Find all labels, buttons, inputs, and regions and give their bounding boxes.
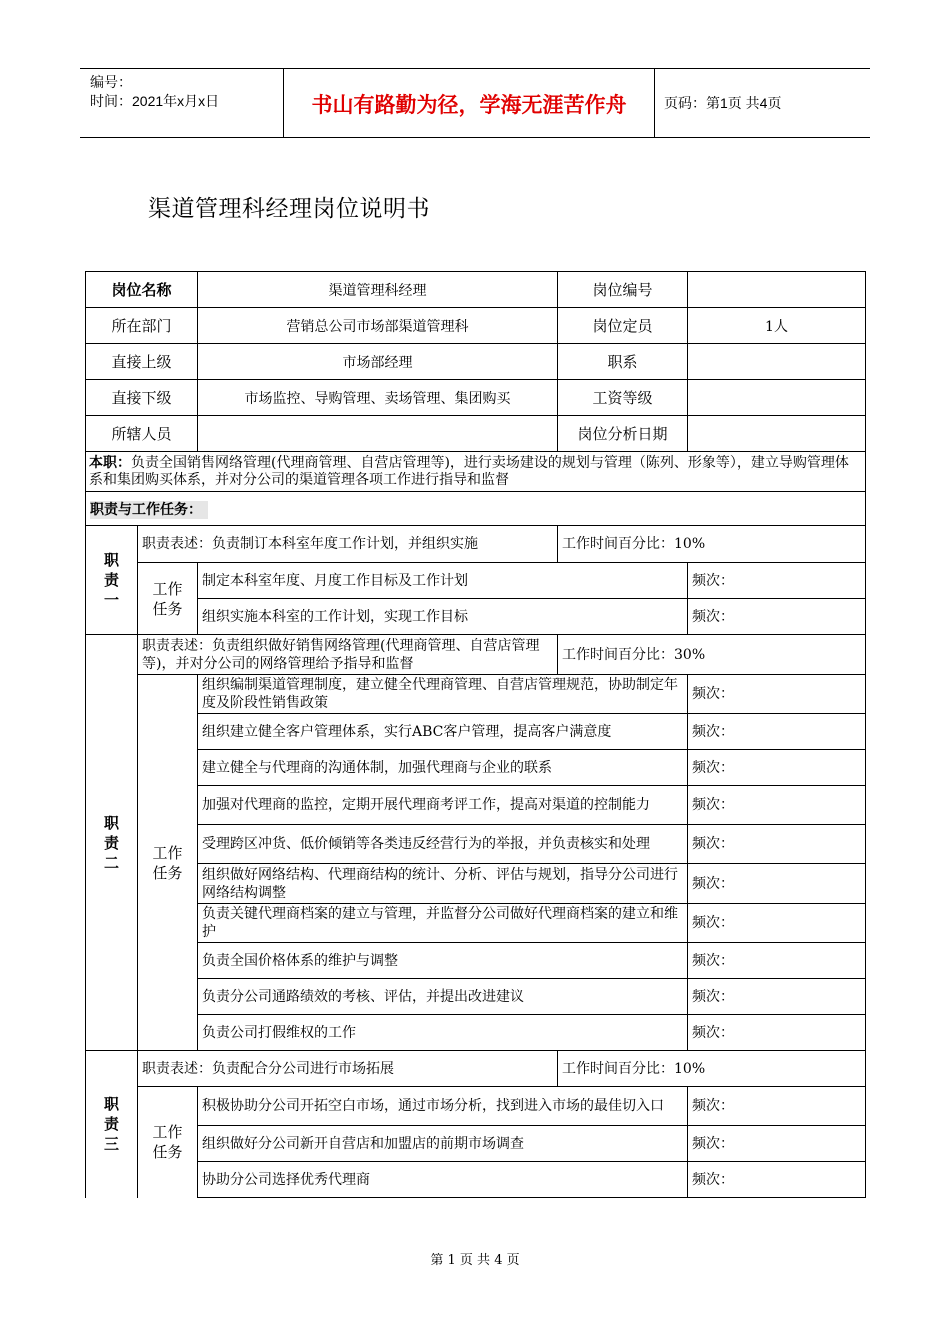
- frequency-label: 频次：: [688, 599, 866, 635]
- header-meta: [90, 73, 219, 111]
- value-position-code: [688, 272, 866, 308]
- duty-2-task-3: 建立健全与代理商的沟通体制，加强代理商与企业的联系: [198, 750, 688, 786]
- task-row: [86, 1126, 866, 1162]
- label-superior: 直接上级: [86, 344, 198, 380]
- duty-2-description: 职责表述：负责组织做好销售网络管理(代理商管理、自营店管理等)，并对分公司的网络管理给予指导和监督: [138, 635, 558, 675]
- duty-3-task-1: 积极协助分公司开拓空白市场，通过市场分析，找到进入市场的最佳切入口: [198, 1087, 688, 1126]
- page-footer: 第 1 页 共 4 页: [430, 1253, 520, 1268]
- duty-3-description-row: [86, 1051, 866, 1087]
- task-row: [86, 786, 866, 825]
- frequency-label: 频次：: [688, 1087, 866, 1126]
- task-row: [86, 825, 866, 864]
- info-row: [86, 308, 866, 344]
- task-row: [86, 1015, 866, 1051]
- section-title-row: [86, 492, 866, 526]
- document-title: 渠道管理科经理岗位说明书: [148, 196, 430, 222]
- duty-1-work-task-label: 工作任务: [138, 563, 198, 635]
- duty-2-title: 职责二: [86, 635, 138, 1051]
- duty-3-title: 职责三: [86, 1051, 138, 1198]
- code-label: 编号：: [90, 74, 132, 90]
- duty-2-task-10: 负责公司打假维权的工作: [198, 1015, 688, 1051]
- info-row: [86, 380, 866, 416]
- duty-1-task-2: 组织实施本科室的工作计划，实现工作目标: [198, 599, 688, 635]
- label-staff: 所辖人员: [86, 416, 198, 452]
- frequency-label: 频次：: [688, 786, 866, 825]
- task-row: [86, 904, 866, 943]
- frequency-label: 频次：: [688, 943, 866, 979]
- duty-1-task-1: 制定本科室年度、月度工作目标及工作计划: [198, 563, 688, 599]
- frequency-label: 频次：: [688, 1015, 866, 1051]
- page-header: [80, 68, 870, 138]
- duty-2-task-1: 组织编制渠道管理制度，建立健全代理商管理、自营店管理规范，协助制定年度及阶段性销售政策: [198, 675, 688, 714]
- frequency-label: 频次：: [688, 675, 866, 714]
- task-row: [86, 864, 866, 904]
- info-row: [86, 416, 866, 452]
- duty-2-description-row: [86, 635, 866, 675]
- frequency-label: 频次：: [688, 1162, 866, 1198]
- value-job-family: [688, 344, 866, 380]
- task-row: [86, 1087, 866, 1126]
- frequency-label: 频次：: [688, 563, 866, 599]
- value-superior: 市场部经理: [198, 344, 558, 380]
- value-position-name: 渠道管理科经理: [198, 272, 558, 308]
- duty-1-description: 职责表述：负责制订本科室年度工作计划，并组织实施: [138, 526, 558, 563]
- info-row: [86, 344, 866, 380]
- summary-label: 本职：: [89, 454, 131, 471]
- duty-2-task-8: 负责全国价格体系的维护与调整: [198, 943, 688, 979]
- duty-3-task-3: 协助分公司选择优秀代理商: [198, 1162, 688, 1198]
- task-row: [86, 979, 866, 1015]
- duty-3-work-task-label: 工作任务: [138, 1087, 198, 1198]
- duty-2-task-4: 加强对代理商的监控，定期开展代理商考评工作，提高对渠道的控制能力: [198, 786, 688, 825]
- label-analysis-date: 岗位分析日期: [558, 416, 688, 452]
- label-position-name: 岗位名称: [86, 272, 198, 308]
- frequency-label: 频次：: [688, 979, 866, 1015]
- info-row: [86, 272, 866, 308]
- label-position-code: 岗位编号: [558, 272, 688, 308]
- label-headcount: 岗位定员: [558, 308, 688, 344]
- duty-3-task-2: 组织做好分公司新开自营店和加盟店的前期市场调查: [198, 1126, 688, 1162]
- duty-2-task-2: 组织建立健全客户管理体系，实行ABC客户管理，提高客户满意度: [198, 714, 688, 750]
- duty-1-time-percent: 工作时间百分比：10%: [558, 526, 866, 563]
- frequency-label: 频次：: [688, 750, 866, 786]
- time-label: 时间：2021年x月x日: [90, 93, 220, 109]
- duty-1-description-row: [86, 526, 866, 563]
- header-page-info: 页码：第1页 共4页: [664, 95, 782, 111]
- frequency-label: 频次：: [688, 714, 866, 750]
- frequency-label: 频次：: [688, 864, 866, 904]
- summary-row: [86, 452, 866, 492]
- duty-1-title: 职责一: [86, 526, 138, 635]
- summary-text: 负责全国销售网络管理(代理商管理、自营店管理等)，进行卖场建设的规划与管理（陈列、形象等），建立导购管理体系和集团购买体系，并对分公司的渠道管理各项工作进行指导和监督: [89, 454, 849, 488]
- value-analysis-date: [688, 416, 866, 452]
- value-headcount: 1人: [688, 308, 866, 344]
- job-description-table: [85, 271, 866, 1198]
- job-summary: [86, 452, 866, 492]
- frequency-label: 频次：: [688, 904, 866, 943]
- task-row: [86, 714, 866, 750]
- frequency-label: 频次：: [688, 1126, 866, 1162]
- duty-2-task-5: 受理跨区冲货、低价倾销等各类违反经营行为的举报，并负责核实和处理: [198, 825, 688, 864]
- value-salary-grade: [688, 380, 866, 416]
- duty-3-description: 职责表述：负责配合分公司进行市场拓展: [138, 1051, 558, 1087]
- label-salary-grade: 工资等级: [558, 380, 688, 416]
- section-title: 职责与工作任务：: [86, 492, 866, 526]
- task-row: [86, 563, 866, 599]
- value-department: 营销总公司市场部渠道管理科: [198, 308, 558, 344]
- task-row: [86, 943, 866, 979]
- duty-2-time-percent: 工作时间百分比：30%: [558, 635, 866, 675]
- label-department: 所在部门: [86, 308, 198, 344]
- duty-2-work-task-label: 工作任务: [138, 675, 198, 1051]
- header-motto: 书山有路勤为径，学海无涯苦作舟: [311, 93, 627, 117]
- frequency-label: 频次：: [688, 825, 866, 864]
- duty-2-task-9: 负责分公司通路绩效的考核、评估，并提出改进建议: [198, 979, 688, 1015]
- value-subordinates: 市场监控、导购管理、卖场管理、集团购买: [198, 380, 558, 416]
- duty-2-task-6: 组织做好网络结构、代理商结构的统计、分析、评估与规划，指导分公司进行网络结构调整: [198, 864, 688, 904]
- value-staff: [198, 416, 558, 452]
- task-row: [86, 675, 866, 714]
- duty-3-time-percent: 工作时间百分比：10%: [558, 1051, 866, 1087]
- label-subordinates: 直接下级: [86, 380, 198, 416]
- task-row: [86, 750, 866, 786]
- label-job-family: 职系: [558, 344, 688, 380]
- task-row: [86, 599, 866, 635]
- task-row: [86, 1162, 866, 1198]
- duty-2-task-7: 负责关键代理商档案的建立与管理，并监督分公司做好代理商档案的建立和维护: [198, 904, 688, 943]
